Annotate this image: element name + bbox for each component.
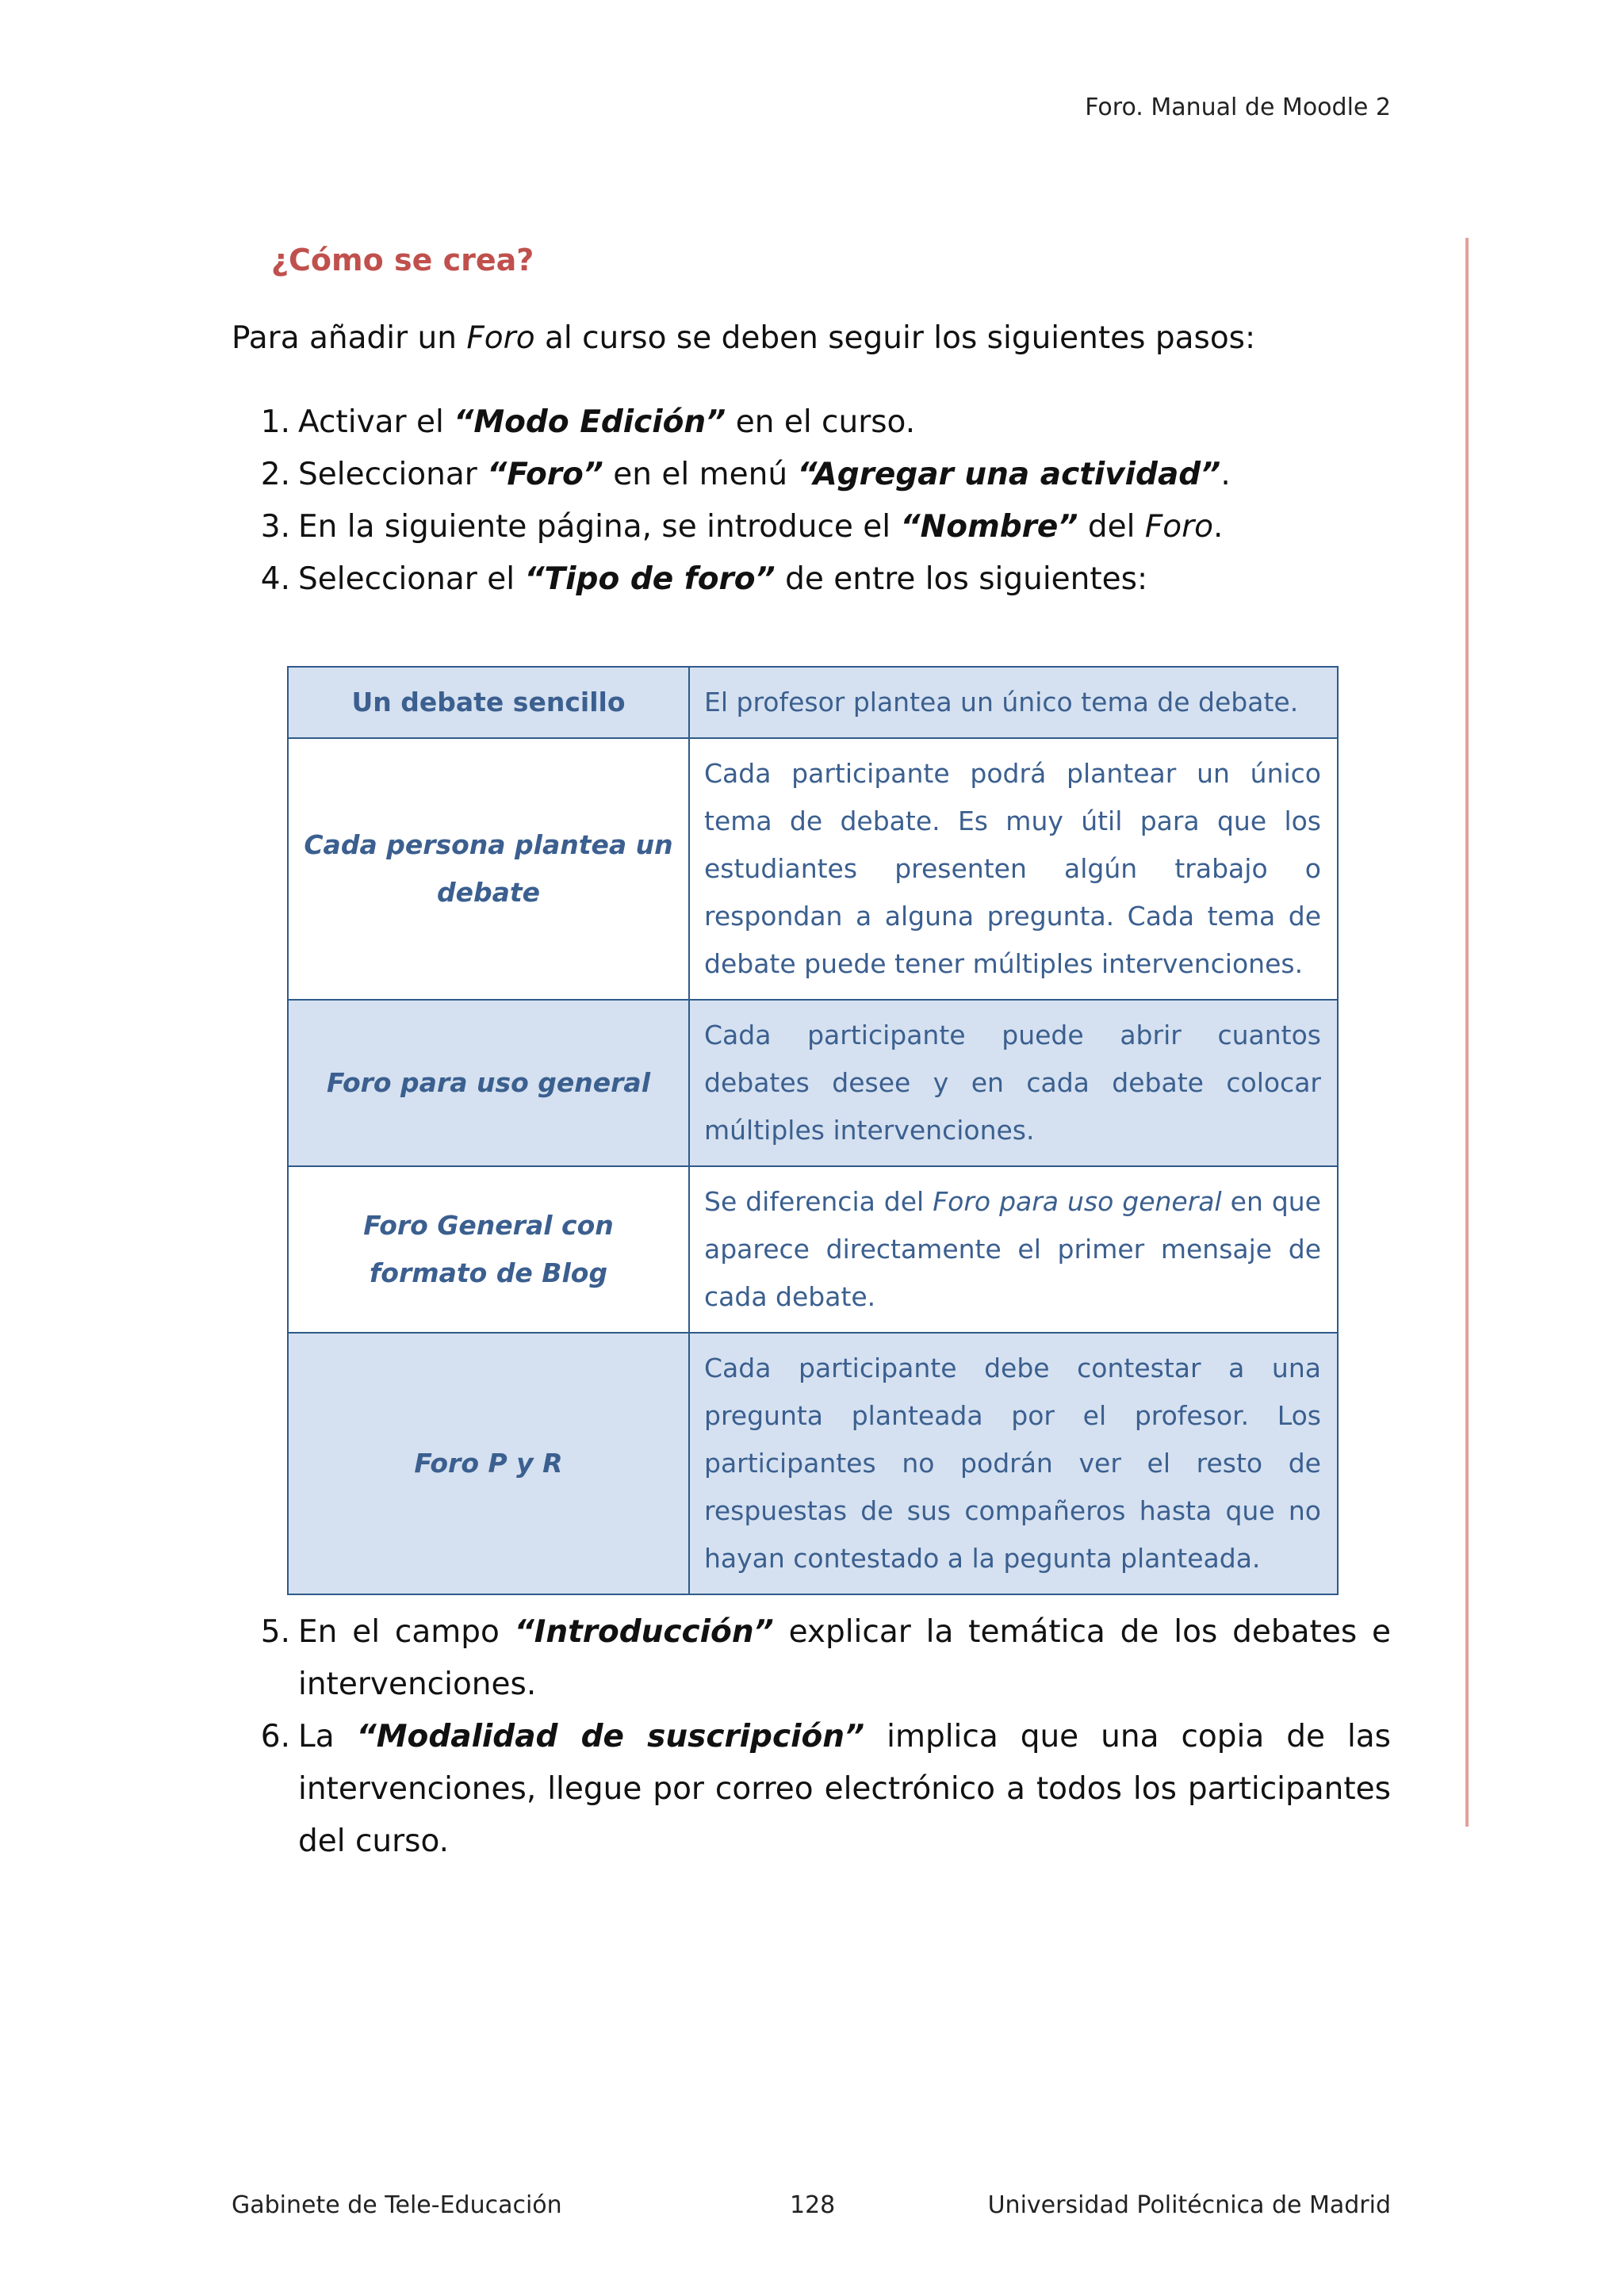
step-text-post: . xyxy=(1220,457,1231,492)
forum-types-table xyxy=(287,666,1339,1595)
step-text xyxy=(298,501,1391,553)
forum-type-description xyxy=(689,1166,1338,1333)
step-number: 6. xyxy=(260,1719,290,1755)
step-text-bold: “Foro” xyxy=(487,457,603,492)
step-text-bold: “Introducción” xyxy=(514,1614,774,1650)
step-text-post: . xyxy=(1213,509,1224,545)
forum-type-name: Cada persona plantea un debate xyxy=(288,738,689,1000)
step-text-post: en el curso. xyxy=(726,404,916,440)
intro-text-pre: Para añadir un xyxy=(232,320,467,356)
table-row xyxy=(288,738,1338,1000)
desc-em: Foro para uso general xyxy=(933,1186,1222,1217)
step-text-bold: “Tipo de foro” xyxy=(524,561,776,597)
list-item xyxy=(232,1606,1391,1711)
step-text-bold: “Modalidad de suscripción” xyxy=(356,1719,865,1755)
step-text-bold: “Modo Edición” xyxy=(454,404,726,440)
step-text-mid: del xyxy=(1078,509,1145,545)
step-text-pre: Seleccionar xyxy=(298,457,488,492)
intro-paragraph xyxy=(232,320,1255,356)
forum-type-name: Foro General con formato de Blog xyxy=(288,1166,689,1333)
forum-type-description: Cada participante podrá plantear un único tema de debate. Es muy útil para que los estudiantes presenten algún trabajo o respondan a alguna pregunta. Cada tema de debate puede tener múltiples intervenciones. xyxy=(689,738,1338,1000)
step-text xyxy=(298,449,1391,501)
step-text-pre: La xyxy=(298,1719,357,1755)
list-item xyxy=(232,449,1391,501)
intro-text-post: al curso se deben seguir los siguientes pasos: xyxy=(534,320,1256,356)
step-text xyxy=(298,553,1391,606)
forum-type-description: Cada participante debe contestar a una pregunta planteada por el profesor. Los participantes no podrán ver el resto de respuestas de sus compañeros hasta que no hayan contestado a la pegunta planteada. xyxy=(689,1333,1338,1594)
step-text-pre: Seleccionar el xyxy=(298,561,525,597)
desc-pre: Se diferencia del xyxy=(704,1186,933,1217)
forum-type-description: Cada participante puede abrir cuantos debates desee y en cada debate colocar múltiples intervenciones. xyxy=(689,1000,1338,1166)
step-text-pre: En el campo xyxy=(298,1614,515,1650)
step-number: 2. xyxy=(260,457,290,492)
step-text-bold: “Agregar una actividad” xyxy=(797,457,1221,492)
side-rule xyxy=(1465,238,1469,1827)
step-text-bold: “Nombre” xyxy=(900,509,1078,545)
list-item xyxy=(232,396,1391,449)
forum-type-name: Un debate sencillo xyxy=(288,667,689,738)
footer-left: Gabinete de Tele-Educación xyxy=(232,2191,562,2219)
steps-list-top xyxy=(232,396,1391,606)
page-number: 128 xyxy=(790,2191,836,2219)
list-item xyxy=(232,553,1391,606)
footer-right: Universidad Politécnica de Madrid xyxy=(987,2191,1391,2219)
step-number: 4. xyxy=(260,561,290,597)
step-number: 3. xyxy=(260,509,290,545)
step-text xyxy=(298,1711,1391,1868)
table-row xyxy=(288,1000,1338,1166)
table-row xyxy=(288,667,1338,738)
section-heading: ¿Cómo se crea? xyxy=(271,243,534,277)
step-text-mid: en el menú xyxy=(603,457,798,492)
intro-text-em: Foro xyxy=(466,320,535,356)
step-number: 5. xyxy=(260,1614,290,1650)
desc-post: en que aparece directamente el primer mensaje de cada debate. xyxy=(704,1186,1321,1312)
table-row xyxy=(288,1333,1338,1594)
forum-type-name: Foro P y R xyxy=(288,1333,689,1594)
step-text-post: implica que una copia de las intervenciones, llegue por correo electrónico a todos los participantes del curso. xyxy=(298,1719,1392,1859)
step-text xyxy=(298,1606,1391,1711)
step-text-post: de entre los siguientes: xyxy=(775,561,1148,597)
running-header: Foro. Manual de Moodle 2 xyxy=(1085,94,1391,121)
step-text-em: Foro xyxy=(1144,509,1214,545)
steps-list-bottom xyxy=(232,1606,1391,1868)
forum-type-name: Foro para uso general xyxy=(288,1000,689,1166)
table-row xyxy=(288,1166,1338,1333)
step-text xyxy=(298,396,1391,449)
step-text-pre: En la siguiente página, se introduce el xyxy=(298,509,901,545)
list-item xyxy=(232,1711,1391,1868)
step-text-post: explicar la temática de los debates e intervenciones. xyxy=(298,1614,1391,1702)
step-number: 1. xyxy=(260,404,290,440)
forum-type-description: El profesor plantea un único tema de debate. xyxy=(689,667,1338,738)
list-item xyxy=(232,501,1391,553)
step-text-pre: Activar el xyxy=(298,404,454,440)
